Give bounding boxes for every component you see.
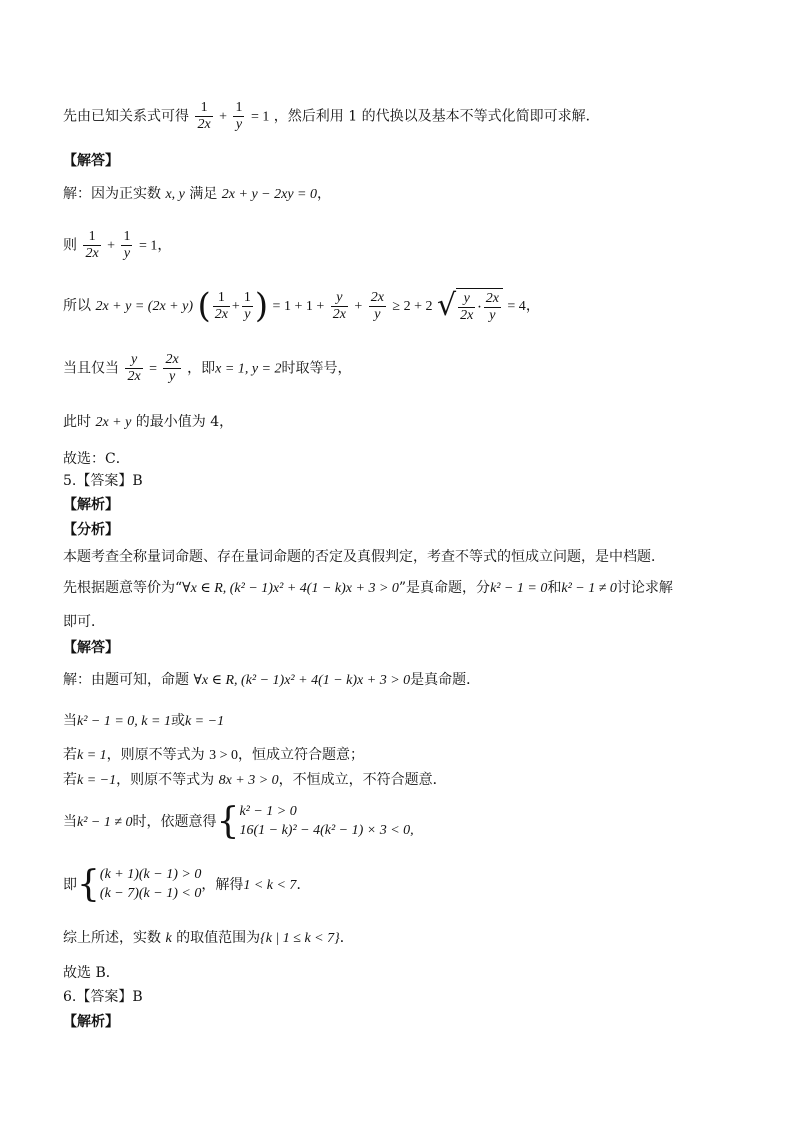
sqrt [437, 288, 503, 324]
denominator: 2x [332, 306, 346, 322]
line-14: 即可． [63, 614, 105, 630]
text: ”是真命题，分 [398, 580, 491, 596]
line-12: 本题考查全称量词命题、存在量词命题的否定及真假判定，考查不等式的恒成立问题，是中档题． [63, 549, 665, 565]
system [100, 866, 201, 904]
geq: ≥ 2 + 2 [392, 299, 433, 315]
expression: k = −1 [184, 714, 225, 729]
set: {k | 1 ≤ k < 7} [260, 931, 340, 946]
right-paren: ) [254, 286, 269, 327]
text: 时取等号， [281, 360, 352, 377]
radicand [456, 288, 503, 324]
fraction [163, 352, 180, 385]
line-6 [63, 352, 351, 385]
fraction [242, 290, 253, 323]
equals-four: = 4 [507, 299, 526, 315]
line-22 [63, 930, 354, 948]
equals: = [149, 361, 158, 377]
line-8: 故选：C． [63, 451, 130, 467]
text: 即 [63, 876, 77, 893]
numerator: 2x [369, 290, 386, 307]
text: 则 [63, 237, 77, 254]
text: ，不恒成立，不符合题意． [278, 772, 447, 788]
text: 综上所述，实数 [63, 930, 166, 946]
numerator: 2x [163, 352, 180, 369]
fraction [125, 352, 142, 385]
system-row: (k + 1)(k − 1) > 0 [99, 867, 202, 882]
fraction [458, 291, 475, 324]
text: 的最小值为 4， [131, 414, 234, 430]
denominator: 2x [85, 246, 99, 262]
fraction [484, 291, 501, 324]
denominator: 2x [197, 117, 211, 133]
left-paren: ( [197, 286, 211, 327]
text: 或 [170, 713, 185, 729]
text: 先由已知关系式可得 [63, 108, 189, 125]
numerator: y [125, 352, 142, 369]
text: 时，依题意得 [132, 813, 217, 830]
text: ． [296, 876, 311, 893]
text: ，即 [187, 360, 216, 377]
text: 当且仅当 [63, 360, 119, 377]
expression: ∀x ∈ R, (k² − 1)x² + 4(1 − k)x + 3 > 0 [182, 581, 399, 596]
brace-icon: { [77, 863, 100, 905]
fraction [195, 100, 212, 133]
section-heading-jiexi: 【解析】 [63, 497, 119, 513]
line-19 [63, 772, 447, 790]
variable: k [165, 931, 172, 946]
system [239, 803, 413, 841]
answer-5: 5.【答案】B [63, 473, 143, 489]
equation: k² − 1 ≠ 0 [561, 581, 617, 596]
denominator: y [374, 306, 381, 322]
inequality: 8x + 3 > 0 [218, 773, 279, 788]
text: ，然后利用 1 的代换以及基本不等式化简即可求解． [273, 108, 600, 125]
numerator: 1 [121, 229, 132, 246]
numerator: 1 [213, 290, 230, 307]
text: 若 [63, 772, 77, 788]
expression: k = −1 [77, 773, 117, 788]
equals-one: = 1 [250, 109, 270, 125]
expression: 2x + y [95, 415, 132, 430]
radical-icon: √ [436, 288, 457, 324]
text: 和 [547, 580, 562, 596]
plus: + [354, 299, 363, 315]
text: 当 [63, 813, 77, 830]
text: ， [157, 237, 172, 254]
plus: + [219, 109, 228, 125]
section-heading-jieda-2: 【解答】 [63, 640, 119, 656]
line-1 [63, 100, 600, 133]
line-7 [63, 414, 233, 432]
denominator: 2x [460, 308, 474, 324]
line-3 [63, 186, 331, 204]
system-row: (k − 7)(k − 1) < 0 [99, 885, 202, 901]
solution: 1 < k < 7 [243, 877, 297, 893]
line-4 [63, 229, 171, 262]
equation: k² − 1 = 0 [490, 581, 548, 596]
equals-one: = 1 [138, 238, 158, 254]
text: ，恒成立符合题意； [238, 747, 365, 763]
denominator: y [168, 369, 176, 385]
condition: k² − 1 ≠ 0 [77, 814, 133, 830]
denominator: 2x [127, 369, 141, 385]
system-row: 16(1 − k)² − 4(k² − 1) × 3 < 0, [239, 822, 414, 838]
line-21 [63, 863, 311, 905]
text: 的取值范围为 [171, 930, 261, 946]
fraction [331, 290, 348, 323]
text: ，解得 [201, 876, 244, 893]
text: 解：因为正实数 [63, 186, 166, 202]
text: 讨论求解 [616, 580, 673, 596]
section-heading-jieda: 【解答】 [63, 153, 119, 169]
system-row: k² − 1 > 0 [239, 804, 297, 819]
inequality: 3 > 0 [209, 748, 239, 763]
condition: x = 1, y = 2 [215, 361, 282, 377]
numerator: 1 [195, 100, 212, 117]
fraction [121, 229, 132, 262]
text: 此时 [63, 414, 96, 430]
fraction [369, 290, 386, 323]
equation: 2x + y − 2xy = 0 [221, 187, 317, 202]
numerator: y [458, 291, 475, 308]
fraction [233, 100, 244, 133]
line-5 [63, 286, 540, 327]
text: 当 [63, 713, 77, 729]
text: ． [339, 930, 354, 946]
text: 先根据题意等价为“ [63, 580, 183, 596]
text: ，则原不等式为 [106, 747, 210, 763]
expression: k = 1 [77, 748, 107, 763]
fraction [213, 290, 230, 323]
numerator: 1 [233, 100, 244, 117]
line-18 [63, 747, 364, 765]
plus: + [107, 238, 116, 254]
numerator: 2x [484, 291, 501, 308]
text: 所以 [63, 298, 91, 315]
rhs: = 1 + 1 + [272, 299, 325, 315]
text: 是真命题． [410, 672, 481, 688]
denominator: y [489, 308, 496, 324]
text: ， [525, 298, 540, 315]
numerator: y [331, 290, 348, 307]
line-17 [63, 713, 224, 731]
denominator: y [235, 117, 243, 133]
vars: x, y [165, 187, 185, 202]
fraction [83, 229, 100, 262]
line-16 [63, 672, 480, 690]
text: ，则原不等式为 [116, 772, 219, 788]
text: 若 [63, 747, 77, 763]
denominator: y [244, 306, 251, 322]
plus: + [231, 299, 240, 315]
text: 解：由题可知，命题 [63, 672, 194, 688]
expression: 2x + y = (2x + y) [95, 299, 193, 315]
line-13 [63, 580, 673, 598]
line-23: 故选 B． [63, 965, 120, 981]
section-heading-jiexi-2: 【解析】 [63, 1014, 119, 1030]
denominator: y [123, 246, 131, 262]
answer-6: 6.【答案】B [63, 989, 143, 1005]
numerator: 1 [83, 229, 100, 246]
text: 满足 [184, 186, 222, 202]
expression: k² − 1 = 0, k = 1 [77, 714, 171, 729]
brace-icon: { [216, 800, 240, 842]
section-heading-fenxi: 【分析】 [63, 522, 119, 538]
text: ， [317, 186, 331, 202]
dot: · [477, 299, 482, 316]
line-20 [63, 800, 414, 842]
numerator: 1 [242, 290, 253, 307]
denominator: 2x [214, 306, 228, 322]
expression: ∀x ∈ R, (k² − 1)x² + 4(1 − k)x + 3 > 0 [193, 673, 411, 688]
